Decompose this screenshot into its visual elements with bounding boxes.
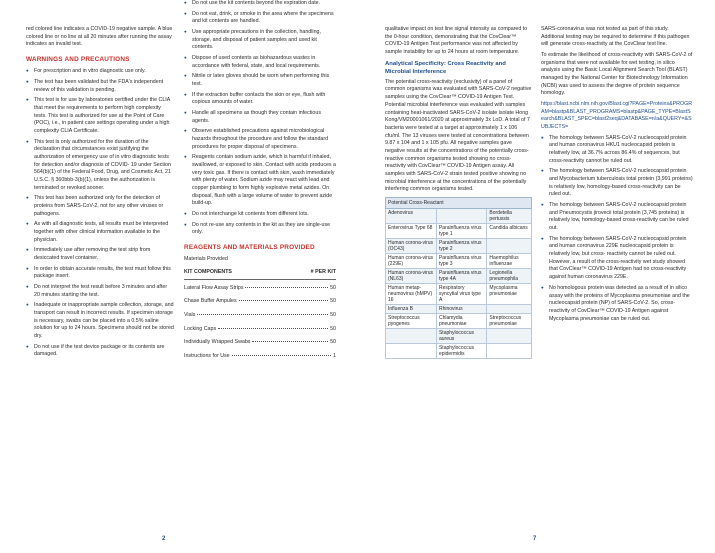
table-cell [386, 328, 437, 343]
list-item: ● Immediately use after removing the test strip from desiccated travel container. [26, 247, 174, 262]
table-cell: Streptococcus pyogenes [386, 313, 437, 328]
list-item: ● The homology between SARS-CoV-2 nucleocapsid protein and Pneumocystis jirovecii total protein (3,745 proteins) is relatively low, homology-based cross-reactivity can be ruled out. [541, 202, 693, 233]
table-cell: Rhinovirus [436, 304, 486, 313]
dot-leader [232, 355, 331, 356]
table-row [386, 253, 532, 268]
table-cell: Enterovirus Type 68 [386, 223, 437, 238]
kit-name: Lateral Flow Assay Strips [184, 284, 244, 291]
list-item: ● The homology between SARS-CoV-2 nucleocapsid protein and Mycobacterium tuberculosis total protein (3,991 proteins) is relatively low, homology-based cross-reactivity can be ruled out. [541, 168, 693, 199]
table-cell: Staphylococcus epidermidis [436, 343, 486, 358]
table-cell: Adenovirus [386, 208, 437, 223]
table-row [386, 283, 532, 304]
dot-leader [197, 314, 328, 315]
kit-name: Instructions for Use [184, 353, 230, 360]
list-item: ● This test is for use by laboratories certified under the CLIA that meet the requirements to perform high complexity tests. This test is authorized for use at the Point of Care (POC), i.e., in patient care settings operating under a high complexity CLIA Certificate. [26, 97, 174, 135]
list-item: ● Inadequate or inappropriate sample collection, storage, and transport can result in incorrect results. If specimen storage is necessary, swabs can be placed into a 0.5% saline solution for up to 24 hours. Specimens should not be stored dry. [26, 302, 174, 340]
list-item: ● Observe established precautions against microbiological hazards throughout the procedure and follow the standard procedures for proper disposal of specimens. [184, 128, 336, 151]
kit-name: Individually Wrapped Swabs [184, 339, 251, 346]
column-3 [385, 0, 532, 553]
list-item: ● This test has been authorized only for the detection of proteins from SARS-CoV-2, not for any other viruses or pathogens. [26, 195, 174, 218]
list-item: ● The homology between SARS-CoV-2 nucleocapsid protein and human coronavirus HKU1 nucleocapsid protein is relatively low, at 36.7% across 86.4% of sequences, but cross-reactivity cannot be ruled out. [541, 135, 693, 166]
col3-body: The potential cross-reactivity (exclusivity) of a panel of common organisms was evaluated with SARS-CoV-2 negative samples using the CovClear™ COVID-19 Antigen Test. Potential microbial interference was evaluated with samples containing heat-inactivated SARS-CoV-2 isolate isolate Hong Kong/VM20001061/2020 at approximately 3x LoD. A total of 7 bacteria were tested at a target at approximately 1 x 106 cfu/ml. The 13 viruses were tested at concentrations between 9.87 x 104 and 1 x 105 pfu. All negative samples gave negative results at the concentrations of the potentially cross-reactive common organisms tested showing no cross-reactivity with CovClear™ COVID-19 Antigen assay. All samples with SARS-CoV-2 strain tested positive showing no microbial interference at the concentrations of the potentially interfering common organisms tested. [385, 78, 532, 193]
list-item: ● No homologous protein was detected as a result of in silico assay with the proteins of Mycoplasma pneumoniae and the nucleocapsid protein (NP) of SARS-CoV-2. So, cross-reactivity of CovClear™ COVID-19 Antigen against Mycoplasma pneumoniae can be ruled out. [541, 285, 693, 323]
col4-paragraph: To estimate the likelihood of cross-reactivity with SARS-CoV-2 of organisms that were not available for wet testing, in silico analysis using the Basic Local Alignment Search Tool (BLAST) managed by the National Center for Biotechnology Information (NCBI) was used to assess the degree of protein sequence homology. [541, 52, 693, 97]
table-cell: Human corona-virus (229E) [386, 253, 437, 268]
list-item: ● Do not eat, drink, or smoke in the area where the specimens and kit contents are handled. [184, 11, 336, 26]
kit-row [184, 282, 336, 296]
list-item: ● As with all diagnostic tests, all results must be interpreted together with other clinical information available to the physician. [26, 221, 174, 244]
column-4 [541, 0, 693, 553]
list-item: ● The test has been validated but the FDA's independent review of this validation is pending. [26, 79, 174, 94]
table-cell: Parainfluenza virus type 4A [436, 268, 486, 283]
kit-name: Vials [184, 312, 196, 319]
homology-list [541, 135, 693, 323]
list-item: ● Do not use the kit contents beyond the expiration date. [184, 0, 336, 8]
table-cell [386, 343, 437, 358]
kit-qty: 50 [330, 339, 336, 346]
table-row [386, 208, 532, 223]
table-row [386, 313, 532, 328]
table-cell: Candida albicans [487, 223, 532, 238]
table-row [386, 304, 532, 313]
table-cell: Legionella pneumophila [487, 268, 532, 283]
materials-subheading: Materials Provided [184, 256, 228, 263]
reagents-heading: REAGENTS AND MATERIALS PROVIDED [184, 244, 315, 252]
col3-intro: qualitative impact on test line signal intensity as compared to the 0-hour condition, demonstrating that the CovClear™ COVID-19 Antigen Test performance was not affected by sample instability for up to 24 hours at room temperature. [385, 26, 528, 56]
list-item: ● For prescription and in vitro diagnostic use only. [26, 68, 174, 76]
table-row [386, 238, 532, 253]
table-row [386, 223, 532, 238]
table-cell: Parainfluenza virus type 3 [436, 253, 486, 268]
list-item: ● Reagents contain sodium azide, which is harmful if inhaled, swallowed, or exposed to skin. Contact with acids produces a very toxic gas. If there is contact with skin, wash immediately with plenty of water. Sodium azide may react with lead and copper plumbing to form highly explosive metal azides. On disposal, flush with a large volume of water to prevent azide build-up. [184, 154, 336, 208]
warnings-heading: WARNINGS AND PRECAUTIONS [26, 56, 130, 64]
table-cell [487, 343, 532, 358]
table-cell: Chlamydia pneumoniae [436, 313, 486, 328]
column-2 [184, 0, 336, 553]
table-title: Potential Cross-Reactant [386, 197, 532, 208]
table-cell: Influenza B [386, 304, 437, 313]
kit-row [184, 295, 336, 309]
table-cell: Human corona-virus (NL63) [386, 268, 437, 283]
list-item: ● Do not interpret the test result before 3 minutes and after 20 minutes starting the test. [26, 284, 174, 299]
table-row [386, 328, 532, 343]
warnings-list [26, 68, 174, 359]
kit-row [184, 323, 336, 337]
table-row [386, 343, 532, 358]
table-row [386, 268, 532, 283]
table-cell: Parainfluenza virus type 1 [436, 223, 486, 238]
table-cell [487, 304, 532, 313]
table-cell [436, 208, 486, 223]
list-item: ● Do not interchange kit contents from different lots. [184, 211, 336, 219]
table-cell: Staphylococcus aureus [436, 328, 486, 343]
page-number-left: 2 [162, 536, 166, 542]
table-cell: Streptococcus pneumoniae [487, 313, 532, 328]
col1-intro: red colored line indicates a COVID-19 negative sample. A blue colored line or no line at all 20 minutes after running the assay indicates an invalid test. [26, 26, 173, 48]
list-item: ● Dispose of used contents as biohazardous wastes in accordance with federal, state, and local requirements. [184, 55, 336, 70]
kit-row [184, 336, 336, 350]
table-cell: Mycoplasma pneumoniae [487, 283, 532, 304]
list-item: ● The homology between SARS-CoV-2 nucleocapsid protein and human coronavirus 229E nucleocapsid protein is relatively low, but cross- reactivity cannot be ruled out. However, a result of the cross-reactivity wet study showed that CovClear™ COVID-19 Antigen had no cross-reactivity against human coronavirus 229E. [541, 236, 693, 282]
precautions-list [184, 0, 336, 237]
list-item: ● Use appropriate precautions in the collection, handling, storage, and disposal of patient samples and used kit contents. [184, 29, 336, 52]
table-cell [487, 238, 532, 253]
table-cell: Respiratory syncytial virus type A [436, 283, 486, 304]
table-cell: Human corona-virus (OC43) [386, 238, 437, 253]
list-item: ● Do not use if the test device package or its contents are damaged. [26, 344, 174, 359]
list-item: ● Nitrile or latex gloves should be worn when performing this test. [184, 73, 336, 88]
column-1 [26, 0, 174, 553]
kit-components-table [184, 267, 336, 364]
kit-header-left: KIT COMPONENTS [184, 269, 232, 276]
kit-qty: 1 [333, 353, 336, 360]
list-item: ● If the extraction buffer contacts the skin or eye, flush with copious amounts of water. [184, 92, 336, 107]
kit-qty: 50 [330, 298, 336, 305]
kit-header-right: # PER KIT [310, 269, 336, 276]
specificity-heading: Analytical Specificity: Cross Reactivity and Microbial Interference [385, 60, 506, 76]
table-cell [487, 328, 532, 343]
dot-leader [239, 300, 328, 301]
col4-intro: SARS-coronavirus was not tested as part of this study. Additional testing may be required to determine if this pathogen will generate cross-reactivity at the CovClear test line. [541, 26, 690, 48]
cross-reactant-table [385, 197, 532, 359]
blast-link[interactable]: https://blast.ncbi.nlm.nih.gov/Blast.cgi?PAGE=Proteins&PROGRAM=blastp&BLAST_PROGRAMS=blastp&PAGE_TYPE=BlastSearch&BLAST_SPEC=blast2seq&DATABASE=n/a&QUERY=&SUBJECTS= [541, 101, 693, 131]
kit-name: Chase Buffer Ampules [184, 298, 237, 305]
list-item: ● This test is only authorized for the duration of the declaration that circumstances exist justifying the authorization of emergency use of in vitro diagnostic tests for detection and/or diagnosis of COVID- 19 under Section 564(b)(1) of the Federal Food, Drug, and Cosmetic Act, 21 U.S.C. § 360bbb-3(b)(1), unless the authorization is terminated or revoked sooner. [26, 139, 174, 193]
kit-row [184, 309, 336, 323]
list-item: ● Handle all specimens as though they contain infectious agents. [184, 110, 336, 125]
kit-header [184, 267, 336, 280]
table-cell: Bordetella pertussis [487, 208, 532, 223]
list-item: ● In order to obtain accurate results, the test must follow this package insert. [26, 266, 174, 281]
page-number-right: 7 [533, 536, 537, 542]
table-cell: Human metap-neumovirus (hMPV) 16 [386, 283, 437, 304]
kit-qty: 50 [330, 284, 336, 291]
kit-row [184, 350, 336, 364]
table-cell: Parainfluenza virus type 2 [436, 238, 486, 253]
table-cell: Haemophilus influenzae [487, 253, 532, 268]
list-item: ● Do not re-use any contents in the kit as they are single-use only. [184, 222, 336, 237]
dot-leader [252, 341, 328, 342]
dot-leader [218, 328, 328, 329]
dot-leader [245, 287, 328, 288]
kit-name: Locking Caps [184, 325, 217, 332]
kit-qty: 50 [330, 325, 336, 332]
kit-qty: 50 [330, 312, 336, 319]
